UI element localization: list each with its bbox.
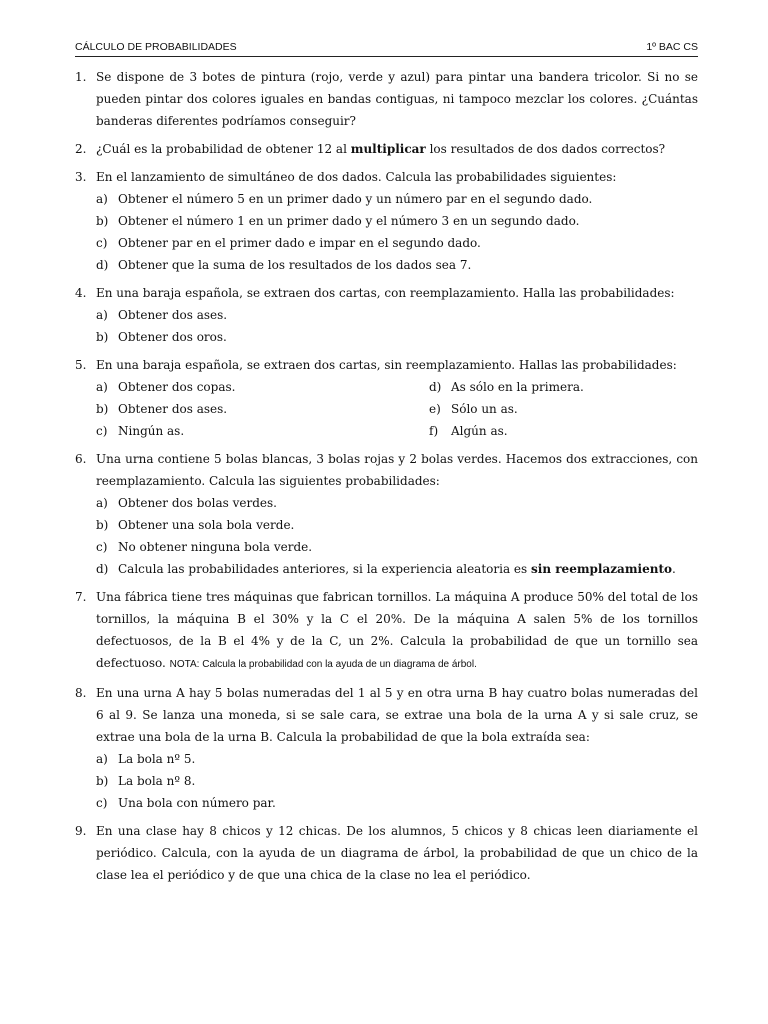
item-text-part: Calcula las probabilidades anteriores, si la experiencia aleatoria es — [118, 562, 532, 576]
list-item — [96, 232, 698, 254]
problem-number: 5. — [75, 358, 87, 372]
problem-8 — [75, 682, 698, 814]
item-text: Obtener dos bolas verdes. — [118, 496, 277, 510]
item-text: Una bola con número par. — [118, 796, 276, 810]
list-item — [96, 536, 698, 558]
list-item — [96, 558, 698, 580]
item-label: a) — [96, 380, 108, 394]
list-item — [96, 792, 698, 814]
item-text-part: . — [672, 562, 676, 576]
item-text: Obtener que la suma de los resultados de los dados sea 7. — [118, 258, 472, 272]
item-label: f) — [429, 424, 439, 438]
item-text: Obtener dos ases. — [118, 308, 228, 322]
list-item — [96, 326, 698, 348]
problem-text: Una urna contiene 5 bolas blancas, 3 bolas rojas y 2 bolas verdes. Hacemos dos extracciones, con reemplazamiento. Calcula las siguientes probabilidades: — [96, 452, 698, 488]
problem-text-part: Una fábrica tiene tres máquinas que fabrican tornillos. La máquina A produce 50% del total de los tornillos, la máquina B el 30% y la C el 20%. De la máquina A salen 5% de los tornillos defectuosos, de la B el 4% y de la C, un 2%. Calcula la probabilidad de que un tornillo sea defectuoso. — [96, 590, 698, 670]
list-item — [96, 514, 698, 536]
item-label: c) — [96, 236, 108, 250]
item-label: a) — [96, 308, 108, 322]
problem-number: 9. — [75, 824, 87, 838]
item-label: d) — [96, 258, 109, 272]
item-text: La bola nº 8. — [118, 774, 196, 788]
list-item — [96, 770, 698, 792]
list-item — [96, 748, 698, 770]
problem-text: En el lanzamiento de simultáneo de dos dados. Calcula las probabilidades siguientes: — [96, 170, 617, 184]
subitem-list — [96, 492, 698, 580]
item-label: c) — [96, 540, 108, 554]
list-item — [96, 304, 698, 326]
item-text: Obtener dos ases. — [118, 402, 228, 416]
problem-4 — [75, 282, 698, 348]
problem-text: En una urna A hay 5 bolas numeradas del 1 al 5 y en otra urna B hay cuatro bolas numeradas del 6 al 9. Se lanza una moneda, si se sale cara, se extrae una bola de la urna A y si sale cruz, se extrae una bola de la urna B. Calcula la probabilidad de que la bola extraída sea: — [96, 686, 698, 744]
subitem-list — [96, 748, 698, 814]
problem-number: 3. — [75, 170, 87, 184]
item-text: Obtener par en el primer dado e impar en el segundo dado. — [118, 236, 481, 250]
item-label: b) — [96, 774, 109, 788]
list-item — [429, 376, 698, 398]
problem-text — [96, 138, 698, 160]
item-label: b) — [96, 330, 109, 344]
problem-number: 2. — [75, 142, 87, 156]
item-label: b) — [96, 214, 109, 228]
list-item — [96, 376, 429, 398]
problem-7 — [75, 586, 698, 676]
problem-number: 6. — [75, 452, 87, 466]
item-label: a) — [96, 192, 108, 206]
item-label: c) — [96, 424, 108, 438]
page-header — [75, 40, 698, 57]
header-title: CÁLCULO DE PROBABILIDADES — [75, 41, 237, 53]
problem-text: En una baraja española, se extraen dos cartas, con reemplazamiento. Halla las probabilidades: — [96, 286, 675, 300]
problem-6 — [75, 448, 698, 580]
problem-number: 1. — [75, 70, 87, 84]
item-label: a) — [96, 496, 108, 510]
problem-text-part: ¿Cuál es la probabilidad de obtener 12 al — [96, 142, 351, 156]
item-label: b) — [96, 402, 109, 416]
item-text: Sólo un as. — [451, 402, 518, 416]
list-item — [96, 398, 429, 420]
problem-text-part: los resultados de dos dados correctos? — [425, 142, 666, 156]
item-text: Ningún as. — [118, 424, 185, 438]
problem-text: En una clase hay 8 chicos y 12 chicas. De los alumnos, 5 chicos y 8 chicas leen diariamente el periódico. Calcula, con la ayuda de un diagrama de árbol, la probabilidad de que un chico de la clase lea el periódico y de que una chica de la clase no lea el periódico. — [96, 824, 698, 882]
list-item — [96, 254, 698, 276]
problem-text: Se dispone de 3 botes de pintura (rojo, verde y azul) para pintar una bandera tricolor. Si no se pueden pintar dos colores iguales en bandas contiguas, ni tampoco mezclar los colores. ¿Cuántas banderas diferentes podríamos conseguir? — [96, 70, 698, 128]
subitem-list — [96, 304, 698, 348]
item-text — [118, 562, 676, 576]
item-emphasis: sin reemplazamiento — [531, 562, 672, 576]
item-text: Obtener dos copas. — [118, 380, 236, 394]
problem-number: 4. — [75, 286, 87, 300]
header-course: 1º BAC CS — [646, 41, 698, 53]
subitem-list — [96, 188, 698, 276]
problem-emphasis: multiplicar — [350, 142, 426, 156]
item-label: c) — [96, 796, 108, 810]
problem-9 — [75, 820, 698, 886]
list-item — [96, 420, 429, 442]
item-text: Obtener dos oros. — [118, 330, 227, 344]
list-item — [429, 398, 698, 420]
problem-note: NOTA: Calcula la probabilidad con la ayuda de un diagrama de árbol. — [169, 659, 477, 670]
item-text: La bola nº 5. — [118, 752, 196, 766]
item-text: Obtener una sola bola verde. — [118, 518, 295, 532]
problem-list — [75, 66, 698, 892]
item-label: b) — [96, 518, 109, 532]
item-label: d) — [96, 562, 109, 576]
problem-number: 8. — [75, 686, 87, 700]
item-text: No obtener ninguna bola verde. — [118, 540, 313, 554]
problem-5 — [75, 354, 698, 442]
subitem-grid — [96, 376, 698, 442]
problem-3 — [75, 166, 698, 276]
list-item — [96, 492, 698, 514]
item-label: e) — [429, 402, 441, 416]
list-item — [429, 420, 698, 442]
item-text: Obtener el número 5 en un primer dado y un número par en el segundo dado. — [118, 192, 593, 206]
item-text: Obtener el número 1 en un primer dado y el número 3 en un segundo dado. — [118, 214, 580, 228]
problem-1 — [75, 66, 698, 132]
problem-2 — [75, 138, 698, 160]
item-text: As sólo en la primera. — [451, 380, 584, 394]
list-item — [96, 210, 698, 232]
problem-text — [96, 586, 698, 676]
item-label: a) — [96, 752, 108, 766]
problem-text: En una baraja española, se extraen dos cartas, sin reemplazamiento. Hallas las probabilidades: — [96, 358, 677, 372]
item-text: Algún as. — [451, 424, 508, 438]
item-label: d) — [429, 380, 442, 394]
list-item — [96, 188, 698, 210]
problem-number: 7. — [75, 590, 87, 604]
